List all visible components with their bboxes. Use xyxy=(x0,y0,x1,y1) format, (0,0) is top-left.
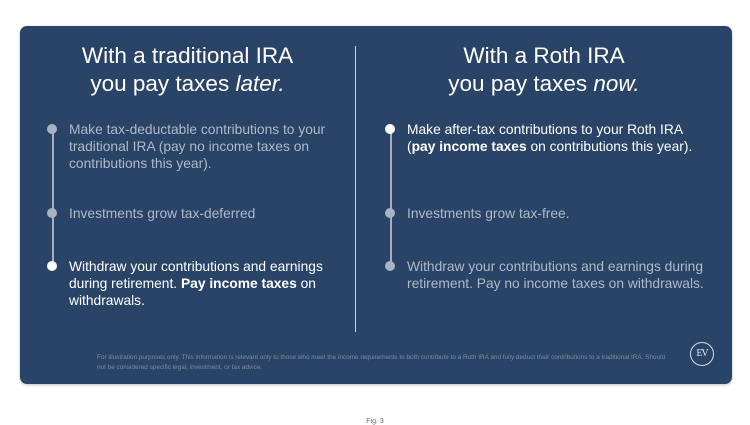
step-text-after: on contributions this year). xyxy=(526,139,693,154)
roth-heading-emphasis: now. xyxy=(593,71,640,96)
step-text-after: on withdrawals. xyxy=(69,276,316,308)
traditional-heading-prefix: you pay taxes xyxy=(90,71,236,96)
step-text xyxy=(407,121,712,155)
step-text: Investments grow tax-deferred xyxy=(69,206,256,221)
roth-heading-line1: With a Roth IRA xyxy=(463,43,625,68)
step-text: Withdraw your contributions and earnings during retirement. Pay no income taxes on withdrawals. xyxy=(407,259,704,291)
figure-caption: Fig. 3 xyxy=(366,418,384,425)
step-text-bold: Pay income taxes xyxy=(180,276,297,291)
traditional-heading-emphasis: later. xyxy=(235,71,285,96)
column-divider xyxy=(355,46,356,332)
comparison-card xyxy=(20,26,732,384)
step-text: Make tax-deductable contributions to your traditional IRA (pay no income taxes on contributions this year). xyxy=(69,122,326,171)
timeline-dot-icon xyxy=(385,124,395,134)
timeline-rail xyxy=(52,129,54,266)
roth-heading-prefix: you pay taxes xyxy=(448,71,594,96)
timeline-dot-icon xyxy=(47,208,57,218)
step-text-before: Withdraw your contributions and earnings during retirement. xyxy=(69,259,323,291)
disclaimer-text: For illustration purposes only. This information is relevant only to those who meet the income requirements to both contribute to a Roth IRA and fully deduct their contributions to a traditional IRA. Should not be considered specific legal, investment, or tax advice. xyxy=(97,354,666,371)
timeline-dot-icon xyxy=(47,261,57,271)
step-text xyxy=(69,258,344,309)
step-text-before: Make after-tax contributions to your Roth IRA ( xyxy=(407,122,683,154)
roth-ira-heading xyxy=(356,42,732,98)
timeline-dot-icon xyxy=(385,261,395,271)
step-text-bold: pay income taxes xyxy=(411,139,527,154)
traditional-ira-heading xyxy=(20,42,355,98)
ev-logo-icon: EV xyxy=(690,342,714,366)
timeline-rail xyxy=(390,129,392,266)
step-text: Investments grow tax-free. xyxy=(407,206,570,221)
timeline-dot-icon xyxy=(47,124,57,134)
timeline-dot-icon xyxy=(385,208,395,218)
traditional-heading-line1: With a traditional IRA xyxy=(81,43,294,68)
